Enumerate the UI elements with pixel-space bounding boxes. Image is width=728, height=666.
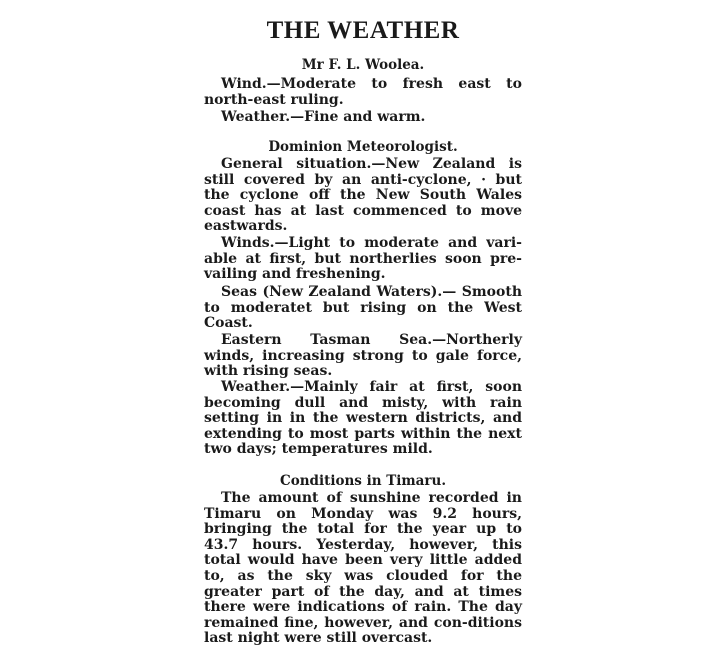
paragraph-eastern-tasman: Eastern Tasman Sea.—Northerly winds, increasing strong to gale force, with rising seas. bbox=[204, 332, 522, 380]
article-title: THE WEATHER bbox=[266, 17, 460, 44]
section-heading-woolea: Mr F. L. Woolea. bbox=[301, 57, 425, 73]
paragraph-winds: Winds.—Light to moderate and vari-able at first, but northerlies soon pre-vailing and freshening. bbox=[204, 235, 522, 283]
section-heading-timaru: Conditions in Timaru. bbox=[279, 473, 447, 489]
paragraph-weather-forecast: Weather.—Mainly fair at first, soon becoming dull and misty, with rain setting in in the western districts, and extending to most parts within the next two days; temperatures mild. bbox=[204, 379, 522, 458]
paragraph-woolea-weather: Weather.—Fine and warm. bbox=[221, 109, 426, 125]
section-heading-meteorologist: Dominion Meteorologist. bbox=[268, 139, 458, 155]
paragraph-general-situation: General situation.—New Zealand is still covered by an anti-cyclone, · but the cyclone off the New South Wales coast has at last commenced to move eastwards. bbox=[204, 156, 522, 235]
paragraph-seas: Seas (New Zealand Waters).— Smooth to moderatet but rising on the West Coast. bbox=[204, 284, 522, 332]
paragraph-woolea-wind: Wind.—Moderate to fresh east to north-east ruling. bbox=[204, 76, 522, 108]
paragraph-timaru-conditions: The amount of sunshine recorded in Timaru on Monday was 9.2 hours, bringing the total for the year up to 43.7 hours. Yesterday, however, this total would have been very little added to, as the sky was clouded for the greater part of the day, and at times there were indications of rain. The day remained fine, however, and con-ditions last night were still overcast. bbox=[204, 490, 522, 647]
